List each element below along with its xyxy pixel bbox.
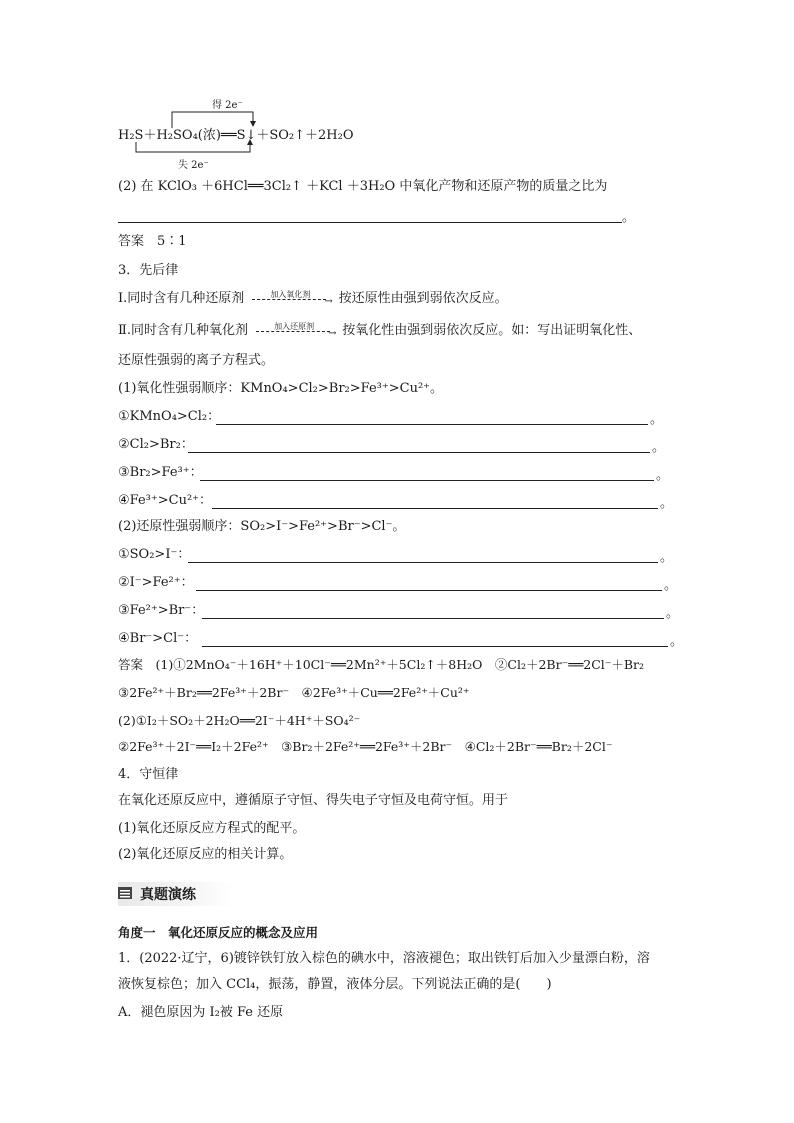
question-1-line-2: 液恢复棕色；加入 CCl₄，振荡，静置，液体分层。下列说法正确的是( ) xyxy=(118,977,552,992)
section-4-intro: 在氧化还原反应中，遵循原子守恒、得失电子守恒及电荷守恒。用于 xyxy=(118,793,509,808)
rule-2-continued: 还原性强弱的离子方程式。 xyxy=(118,353,275,368)
answer-line-1: 答案 (1)①2MnO₄⁻＋16H⁺＋10Cl⁻══2Mn²⁺＋5Cl₂↑＋8H₂O ②Cl₂＋2Br⁻══2Cl⁻＋Br₂ xyxy=(118,657,645,672)
period: 。 xyxy=(660,496,674,511)
reducing-order: (2)还原性强弱顺序：SO₂>I⁻>Fe²⁺>Br⁻>Cl⁻。 xyxy=(118,519,406,534)
answer-q2: 答案 5∶1 xyxy=(118,234,187,249)
ox-item-1: ①KMnO₄>Cl₂： xyxy=(118,409,221,424)
rule-2-suffix: 按氧化性由强到弱依次反应。如：写出证明氧化性、 xyxy=(342,323,642,338)
answer-blank xyxy=(188,562,658,563)
rule-2 xyxy=(118,322,641,340)
gain-electrons-label: 得 2e⁻ xyxy=(212,100,243,111)
answer-blank xyxy=(202,618,664,619)
answer-blank xyxy=(196,590,662,591)
rule-1-prefix: Ⅰ.同时含有几种还原剂 xyxy=(118,291,245,306)
rule-2-prefix: Ⅱ.同时含有几种氧化剂 xyxy=(118,323,248,338)
ox-item-2: ②Cl₂>Br₂： xyxy=(118,437,194,452)
answer-blank xyxy=(200,480,654,481)
period: 。 xyxy=(670,634,684,649)
rule-1-suffix: 按还原性由强到弱依次反应。 xyxy=(338,291,508,306)
question-1-line-1: 1．(2022·辽宁，6)镀锌铁钉放入棕色的碘水中，溶液褪色；取出铁钉后加入少量漂白粉，溶 xyxy=(118,951,650,966)
period: 。 xyxy=(650,412,664,427)
period: 。 xyxy=(622,210,636,225)
answer-blank xyxy=(188,452,650,453)
reaction-arrow: 加入还原剂 → xyxy=(252,322,338,340)
red-item-4: ④Br⁻>Cl⁻： xyxy=(118,631,198,646)
arrow-condition-label: 加入氧化剂 xyxy=(270,290,311,299)
red-item-3: ③Fe²⁺>Br⁻： xyxy=(118,603,205,618)
question-2: (2) 在 KClO₃ ＋6HCl══3Cl₂↑ ＋KCl ＋3H₂O 中氧化产物和还原产物的质量之比为 xyxy=(118,179,608,194)
red-item-2: ②I⁻>Fe²⁺： xyxy=(118,575,194,590)
answer-blank xyxy=(212,508,658,509)
redox-equation: H₂S＋H₂SO₄(浓)══S↓＋SO₂↑＋2H₂O xyxy=(118,128,354,143)
rule-1 xyxy=(118,290,508,308)
arrow-condition-label: 加入还原剂 xyxy=(274,322,315,331)
lose-electrons-label: 失 2e⁻ xyxy=(178,160,209,171)
answer-blank xyxy=(202,646,668,647)
option-a: A．褪色原因为 I₂被 Fe 还原 xyxy=(118,1005,284,1020)
period: 。 xyxy=(656,468,670,483)
answer-blank xyxy=(216,424,648,425)
answer-line-4: ②2Fe³⁺＋2I⁻══I₂＋2Fe²⁺ ③Br₂＋2Fe²⁺══2Fe³⁺＋2Br⁻ ④Cl₂＋2Br⁻══Br₂＋2Cl⁻ xyxy=(118,739,613,754)
section-4-title: 4．守恒律 xyxy=(118,767,179,782)
practice-banner xyxy=(118,882,234,906)
section-4-item-2: (2)氧化还原反应的相关计算。 xyxy=(118,847,293,862)
banner-title: 真题演练 xyxy=(140,887,196,903)
oxidizing-order: (1)氧化性强弱顺序：KMnO₄>Cl₂>Br₂>Fe³⁺>Cu²⁺。 xyxy=(118,381,444,396)
period: 。 xyxy=(652,440,666,455)
period: 。 xyxy=(666,606,680,621)
period: 。 xyxy=(664,578,678,593)
list-icon xyxy=(118,887,132,899)
section-3-title: 3．先后律 xyxy=(118,263,179,278)
answer-blank xyxy=(118,222,622,223)
angle-heading: 角度一 氧化还原反应的概念及应用 xyxy=(118,925,319,940)
ox-item-3: ③Br₂>Fe³⁺： xyxy=(118,465,203,480)
period: 。 xyxy=(660,550,674,565)
red-item-1: ①SO₂>I⁻： xyxy=(118,547,191,562)
section-4-item-1: (1)氧化还原反应方程式的配平。 xyxy=(118,821,306,836)
answer-line-2: ③2Fe²⁺＋Br₂══2Fe³⁺＋2Br⁻ ④2Fe³⁺＋Cu══2Fe²⁺＋Cu²⁺ xyxy=(118,685,470,700)
reaction-arrow: 加入氧化剂 → xyxy=(248,290,334,308)
answer-line-3: (2)①I₂＋SO₂＋2H₂O══2I⁻＋4H⁺＋SO₄²⁻ xyxy=(118,713,361,728)
ox-item-4: ④Fe³⁺>Cu²⁺： xyxy=(118,493,213,508)
